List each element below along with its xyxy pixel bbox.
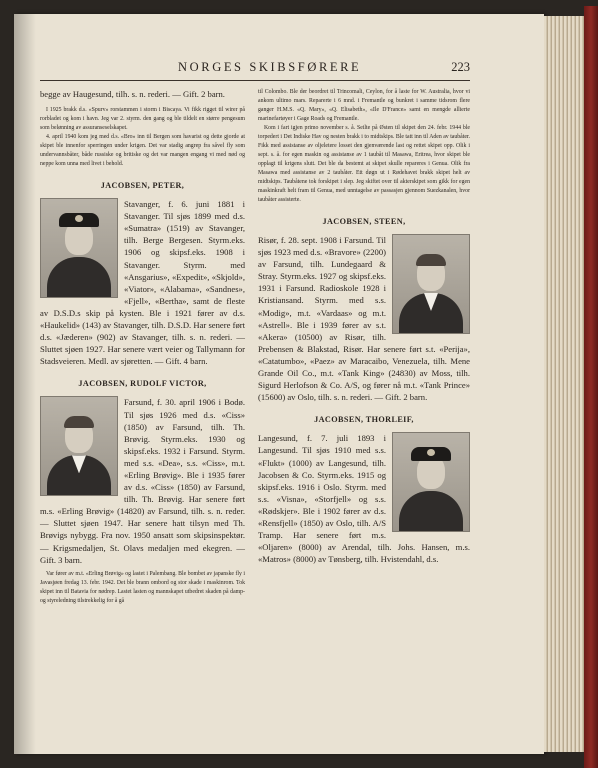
header-rule [40,80,470,81]
portrait-coat [47,257,111,298]
portrait-photo-thorleif [392,432,470,532]
entry-name-thorleif: JACOBSEN, THORLEIF, [314,415,414,425]
right-column [258,88,470,565]
portrait-photo-steen [392,234,470,334]
entry-name-steen: JACOBSEN, STEEN, [322,217,406,226]
intro-note-2: 4. april 1940 kom jeg med d.s. «Bro» inn til Bergen som havarist og dette gjorde at skipet ble innenfor sperringen under krigen. Det var stadig angrep fra såvel fly som undervannsbåter, både russiske og britiske og det var mangen engang vi med nød og neppe kom unna med livet i behold. [40,134,245,168]
intro-note-1: I 1925 brakk d.s. «Spurv» rorstammen i storm i Biscaya. Vi fikk rigget til wirer på rorbladet og kom i havn. Jeg var 2. styrm. den gang og ble tildelt en større pengesum som belønning av assuranseselskapet. [40,107,245,132]
header-title: NORGES SKIBSFØRERE [178,60,362,74]
continued-note-1: til Colombo. Ble der beordret til Trincomali, Ceylon, for å laste for W. Australia, hvor vi ankom ultimo mars. Reparerte i 6 mnd. i Fremantle og bunkret i samme tidsrom flere ganger H.M.S. «Q. Mary», «Q. Elisabeth», «Ile D'France» samt en mengde allierte marinefartøyer i Gage Roads og Fremantle. [258,89,470,122]
entry-text-rudolf: Farsund, f. 30. april 1906 i Bodø. Til sjøs 1926 med d.s. «Ciss» (1850) av Farsund, tilh. Th. Brøvig. Styrm.eks. 1930 og skipsf.eks. 1932 i Farsund. Styrm. med s.s. «Dea», s.s. «Ciss», m.t. «Erling Brøvig». Ble i 1935 fører av d.s. «Ciss» (1850) av Farsund, tilh. Th. Brøvig. Har senere ført m.s. «Erling Brøvig» (14820) av Farsund, tilh. s. n. reder. — Sluttet sjøen 1947. Har senere hatt tilsyn med Th. Brøvigs nybygg. Fra nov. 1950 ansatt som skipsinspektør. — Krigsmedaljen, St. Olavs medaljen med ekegren. — Gift. 3 barn. [40,397,245,565]
running-header [40,60,470,76]
portrait-photo-peter [40,198,118,298]
entry-text-steen: Risør, f. 28. sept. 1908 i Farsund. Til sjøs 1923 med d.s. «Bravore» (2200) av Farsund, tilh. Lundegaard & Stray. Styrm.eks. 1927 og skipsf.eks. 1931 i Farsund. Radioskole 1928 i Kristiansand. Styrm. med s.s. «Modig», m.t. «Vardaas» og m.t. «Astrell». Ble i 1939 fører av s.t. «Akera» (10500) av Risør, tilh. Prebensen & Blakstad, Risør. Har senere ført s.t. «Perija», «Catatumbo», «Paez» av Maracaibo, Venezuela, tilh. Mene Grande Oil Co., m.t. «Tank King» (24830) av Moss, tilh. Sigurd Herlofson & Co. A/S, og fører nå m.t. «Tank Prince» (15600) av Oslo, tilh. s. n. rederi. — Gift. 2 barn. [258,235,470,403]
page-edges [544,16,584,752]
entry-note-rudolf: Var fører av m.t. «Erling Brøvig» og lastet i Palembang. Ble bombet av japanske fly i Javasjøen fredag 13. febr. 1942. Det ble brann ombord og stor skade i maskinrom. Tok skipet inn til Batavia for nødrep. Lastet lasten og mannskapet utbedret skaden på damp- og styreledning tilstrekkelig for å gå [40,570,245,604]
book-spine [584,6,598,768]
entry-name-rudolf: JACOBSEN, RUDOLF VICTOR, [78,379,207,389]
left-column [40,88,245,606]
portrait-hair [64,416,94,428]
page-gutter-shadow [14,14,36,754]
intro-paragraph: begge av Haugesund, tilh. s. n. rederi. — Gift. 2 barn. [40,89,225,99]
page-number: 223 [451,60,470,74]
entry-text-thorleif: Langesund, f. 7. juli 1893 i Langesund. Til sjøs 1910 med s.s. «Flukt» (1000) av Langesund, tilh. Jacobsen & Co. Styrm.eks. 1915 og skipsf.eks. 1916 i Oslo. Styrm. med s.s. «Visna», «Storfjell» og s.s. «Rødskjer». Ble i 1902 fører av d.s. «Rensfjell» (1850) av Oslo, tilh. A/S Tramp. Har senere ført m.s. «Oljaren» (8000) av Arendal, tilh. Johs. Hansen, m.s. «Matros» (8000) av Tønsberg, tilh. Hvistendahl, d.s. [258,433,470,565]
continued-note-2: Kom i fart igjen primo november s. å. Seilte på Østen til skipet den 24. febr. 1944 ble torpedert i Det Indiske Hav og nesten brakk i to midtskips. Ble tatt inn til Aden av taubåter. Fikk med assistanse av oljeletere losset den gjenværende last og rettet skipet opp. Olik i sept. s. å. for egen maskin og assistanse av 1 taubåt til Masawa, Eritrea, hvor skipet ble opplagt til krigens slutt. Det ble da bestemt at skipet skulle repareres i Genua. Olik fra Masawa med assistanse av 2 taubåter. Ett døgn ut i Rødehavet brakk skipet helt av midtskips. Taubåtene tok forskipet i slep. Jeg skiftet over til akterskipet som gikk for egen maskinkraft helt fram til Genua, med unntagelse av passasjen gjennom Suezkanalen, hvor taubåter assisterte. [258,125,470,203]
portrait-coat [399,491,463,532]
entry-text-peter: Stavanger, f. 6. juni 1881 i Stavanger. Til sjøs 1899 med d.s. «Sumatra» (1519) av Stavanger, tilh. Berge Bergesen. Styrm.eks. 1906 og skipsf.eks. 1908 i Stavanger. Styrm. med «Ansgarius», «Expedit», «Skjold», «Viator», «Alabama», «Sandnes», «Fjell», «Bertha», samt de fleste av D.S.D.s skip på kysten. Ble i 1921 fører av d.s. «Haukelid» (143) av Stavanger, tilh. D.S.D. Har senere ført d.s. «Jæderen» (902) av Stavanger, tilh. s. n. rederi. — Sluttet sjøen 1927. Har senere vært veier og Tallymann for Stadsveieren. Medl. av sjøretten. — Gift. 4 barn. [40,199,245,367]
portrait-photo-rudolf [40,396,118,496]
portrait-hair [416,254,446,266]
entry-name-peter: JACOBSEN, PETER, [100,181,185,191]
